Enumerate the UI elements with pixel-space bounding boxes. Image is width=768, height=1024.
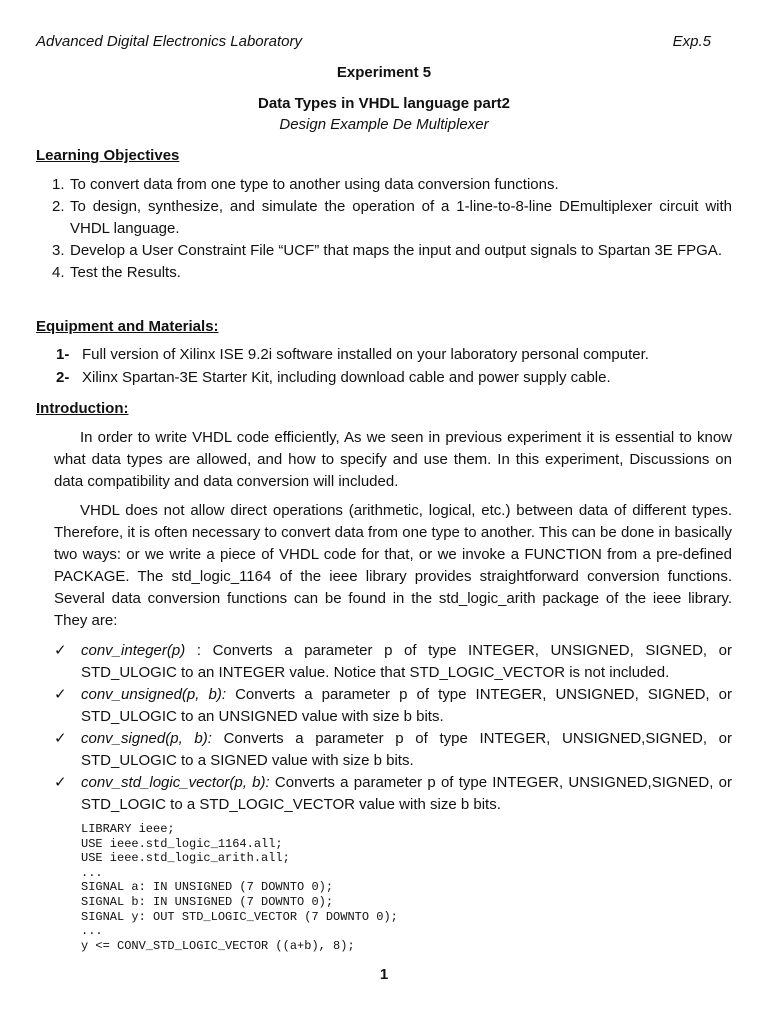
list-number: 1. [52, 176, 65, 193]
function-name: conv_signed(p, b): [81, 730, 212, 747]
conversion-function-list [54, 640, 732, 816]
function-description: Converts a parameter p of type INTEGER, UNSIGNED,SIGNED, or STD_ULOGIC to a SIGNED value with size b bits. [81, 730, 733, 769]
list-text: Full version of Xilinx ISE 9.2i software installed on your laboratory personal computer. [82, 346, 649, 363]
list-item [52, 240, 732, 262]
list-item [54, 684, 732, 728]
function-name: conv_unsigned(p, b): [81, 686, 227, 703]
code-block [81, 822, 398, 953]
topic-title: Data Types in VHDL language part2 [257, 95, 510, 112]
checkmark-icon: ✓ [54, 642, 67, 659]
objectives-list [52, 174, 732, 284]
checkmark-icon: ✓ [54, 774, 67, 791]
list-text: Develop a User Constraint File “UCF” that maps the input and output signals to Spartan 3E FPGA. [70, 242, 722, 259]
list-text: Xilinx Spartan-3E Starter Kit, including download cable and power supply cable. [82, 369, 611, 386]
equipment-list [56, 343, 736, 389]
experiment-label: Exp.5 [672, 33, 711, 50]
list-item [54, 728, 732, 772]
list-item [52, 174, 732, 196]
code-line: SIGNAL y: OUT STD_LOGIC_VECTOR (7 DOWNTO 0); [81, 909, 398, 924]
checkmark-icon: ✓ [54, 730, 67, 747]
list-item [56, 343, 736, 366]
list-number: 4. [52, 264, 65, 281]
checkmark-icon: ✓ [54, 686, 67, 703]
equipment-heading: Equipment and Materials: [36, 318, 219, 335]
intro-paragraph: In order to write VHDL code efficiently, As we seen in previous experiment it is essential to know what data types are allowed, and how to specify and use them. In this experiment, Discussions on data compatibility and data conversion will included. [54, 429, 732, 490]
list-number: 2. [52, 198, 65, 215]
intro-paragraph: VHDL does not allow direct operations (arithmetic, logical, etc.) between data of different types. Therefore, it is often necessary to convert data from one type to another. This can be done in basically two ways: or we write a piece of VHDL code for that, or we invoke a FUNCTION from a pre-defined PACKAGE. The std_logic_1164 of the ieee library provides straightforward conversion functions. Several data conversion functions can be found in the std_logic_arith package of the ieee library. They are: [54, 502, 732, 629]
function-description: Converts a parameter p of type INTEGER, UNSIGNED,SIGNED, or STD_LOGIC to a STD_LOGIC_VECTOR value with size b bits. [81, 774, 732, 813]
lab-title: Advanced Digital Electronics Laboratory [36, 33, 302, 50]
list-number: 3. [52, 242, 65, 259]
code-line: SIGNAL b: IN UNSIGNED (7 DOWNTO 0); [81, 894, 334, 909]
code-line: ... [81, 865, 103, 880]
code-line: ... [81, 924, 103, 939]
list-item [56, 366, 736, 389]
list-text: To convert data from one type to another using data conversion functions. [70, 176, 559, 193]
function-description: : Converts a parameter p of type INTEGER, UNSIGNED, SIGNED, or STD_ULOGIC to an INTEGER value. Notice that STD_LOGIC_VECTOR is not included. [81, 642, 732, 681]
list-text: To design, synthesize, and simulate the operation of a 1-line-to-8-line DEmultiplexer circuit with VHDL language. [70, 198, 732, 237]
code-line: y <= CONV_STD_LOGIC_VECTOR ((a+b), 8); [81, 938, 355, 953]
function-name: conv_integer(p) [81, 642, 186, 659]
list-number: 2- [56, 369, 70, 386]
function-description: Converts a parameter p of type INTEGER, UNSIGNED, SIGNED, or STD_ULOGIC to an UNSIGNED value with size b bits. [81, 686, 732, 725]
introduction-heading: Introduction: [36, 400, 129, 417]
function-name: conv_std_logic_vector(p, b): [81, 774, 270, 791]
code-line: SIGNAL a: IN UNSIGNED (7 DOWNTO 0); [81, 880, 334, 895]
list-number: 1- [56, 346, 70, 363]
page-number: 1 [379, 966, 389, 983]
list-item [52, 196, 732, 240]
experiment-title: Experiment 5 [336, 64, 432, 81]
list-item [54, 640, 732, 684]
list-item [52, 262, 732, 284]
list-text: Test the Results. [70, 264, 181, 281]
objectives-heading: Learning Objectives [36, 147, 180, 164]
code-line: LIBRARY ieee; [81, 822, 175, 836]
list-item [54, 772, 732, 816]
code-line: USE ieee.std_logic_arith.all; [81, 851, 290, 866]
subtitle: Design Example De Multiplexer [279, 116, 489, 133]
code-line: USE ieee.std_logic_1164.all; [81, 836, 283, 851]
